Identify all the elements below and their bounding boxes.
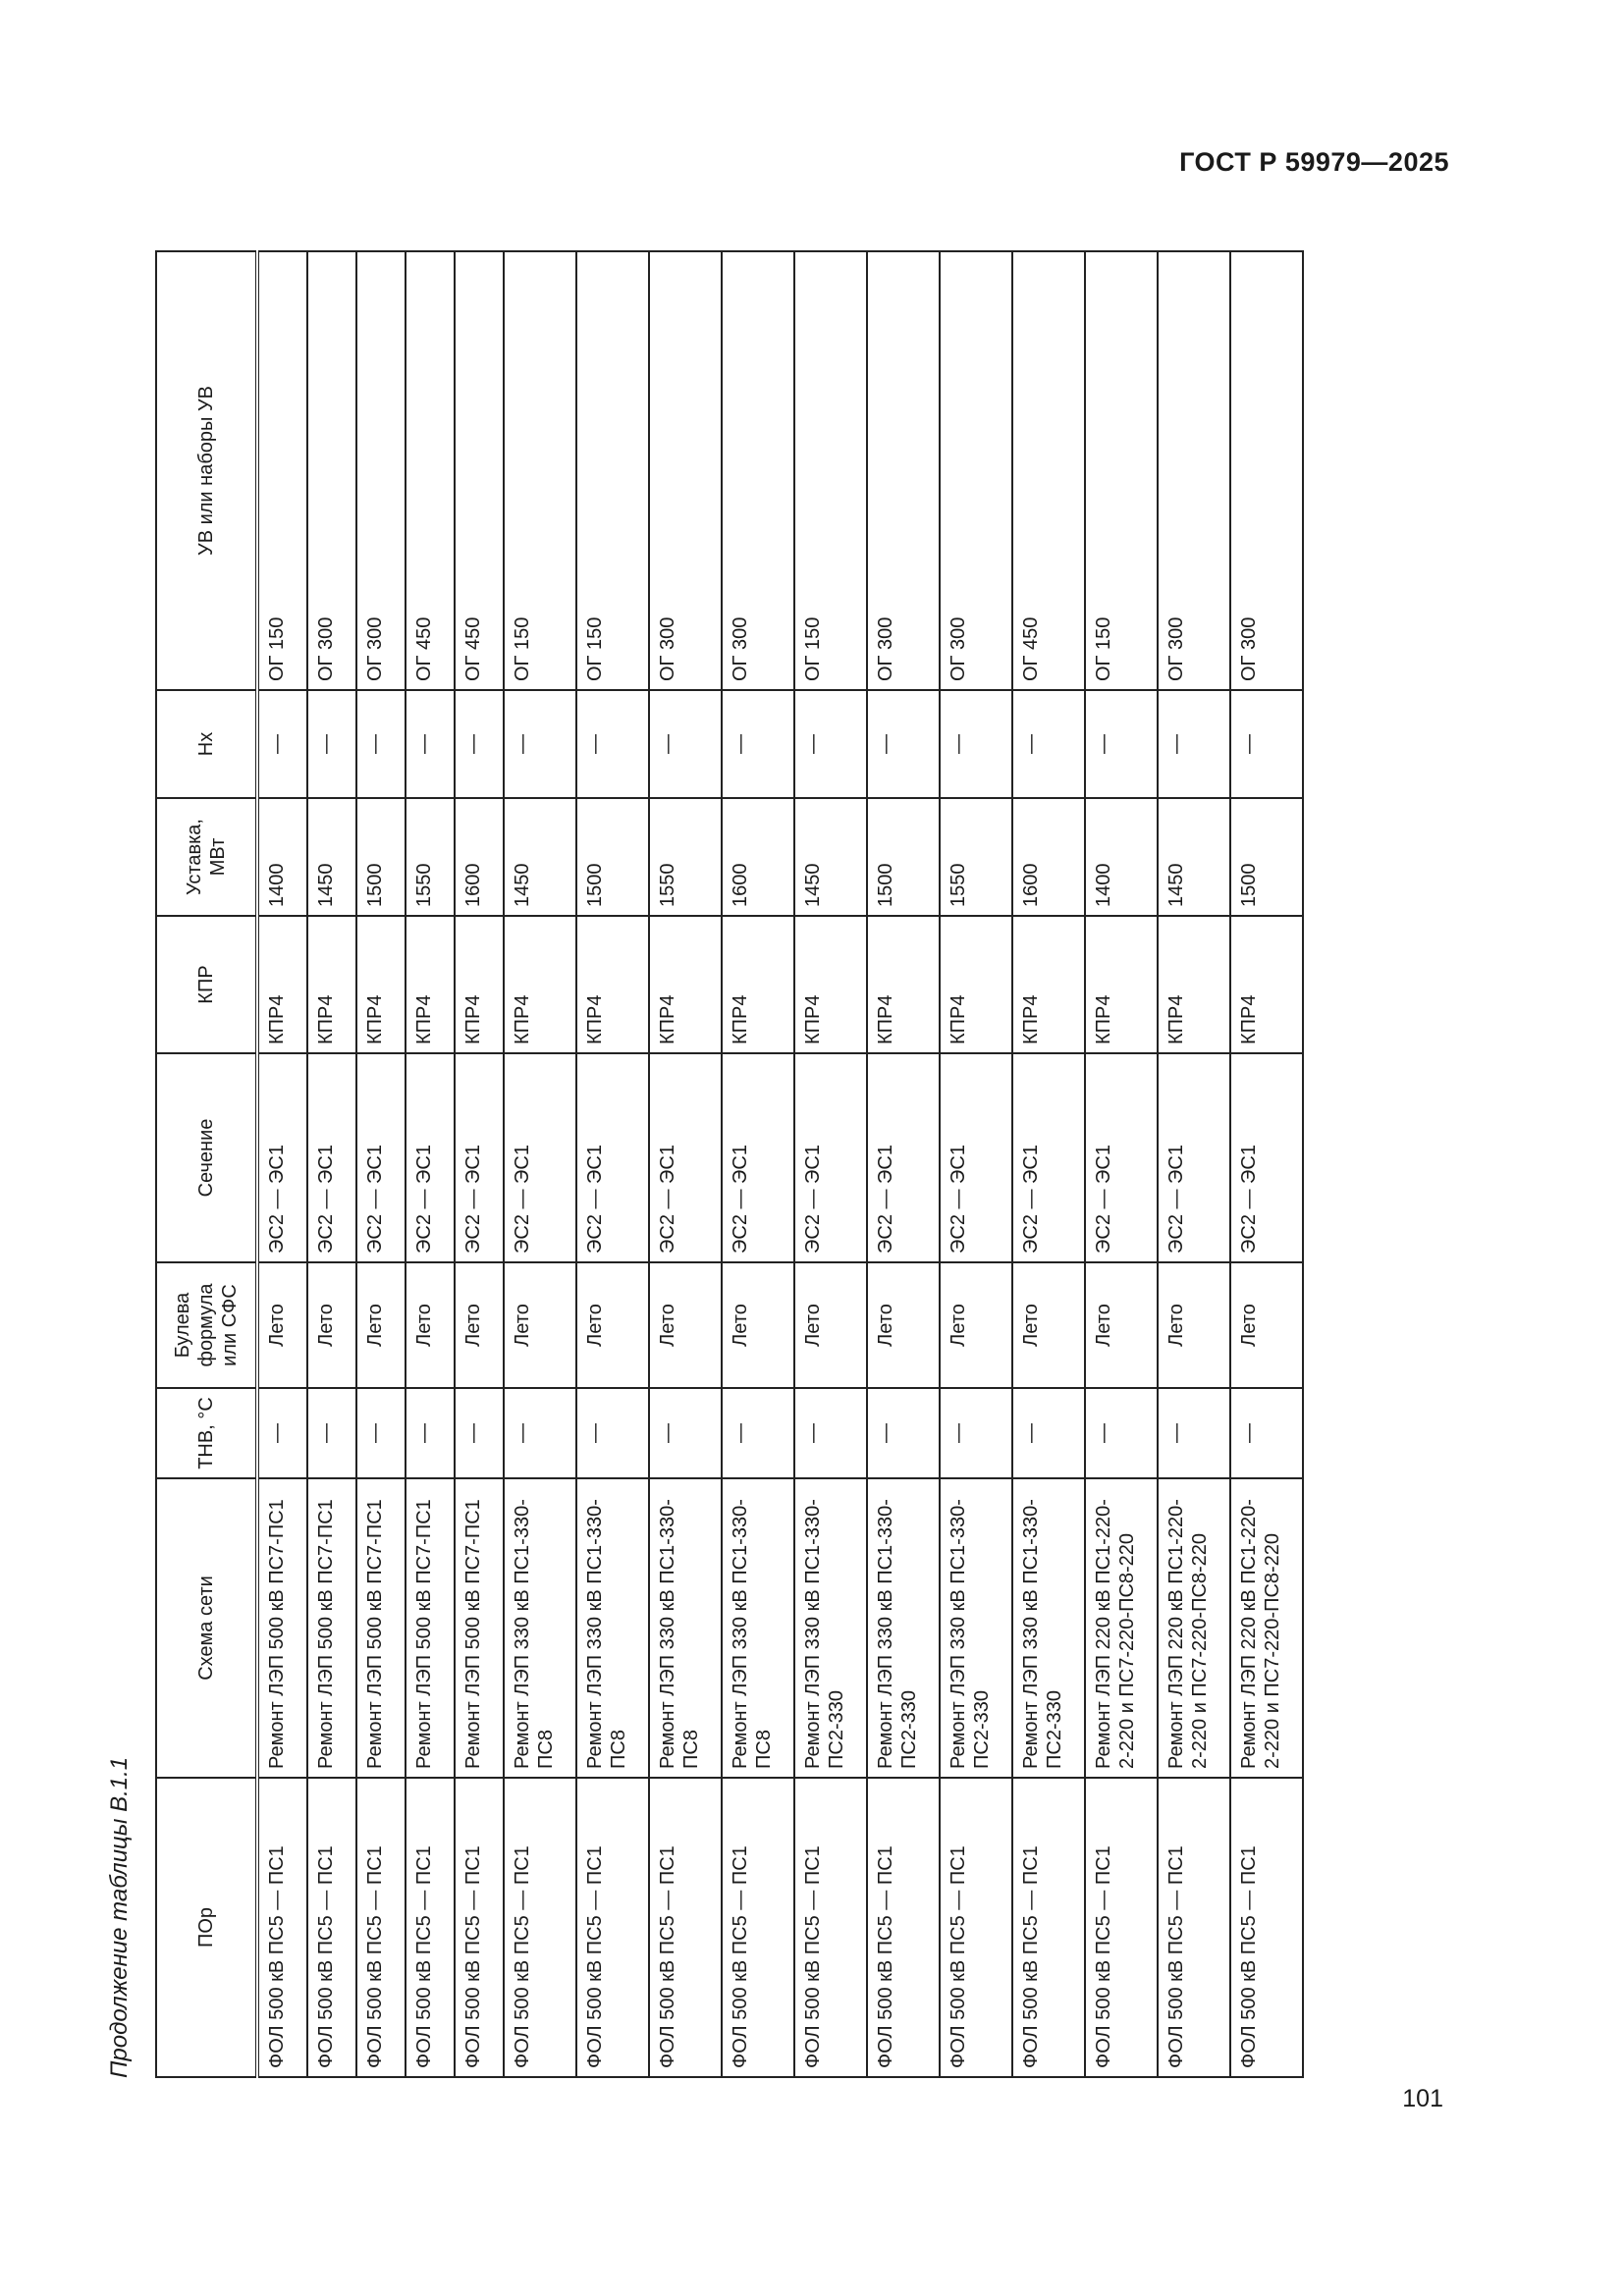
- header-section: Сечение: [156, 1053, 257, 1262]
- cell-scheme: Ремонт ЛЭП 220 кВ ПС1-220-2-220 и ПС7-220-ПС8-220: [1085, 1478, 1158, 1778]
- cell-bool: Лето: [867, 1262, 940, 1388]
- cell-tnv: —: [576, 1388, 649, 1478]
- cell-section: ЭС2 — ЭС1: [576, 1053, 649, 1262]
- cell-tnv: —: [406, 1388, 455, 1478]
- header-scheme: Схема сети: [156, 1478, 257, 1778]
- cell-tnv: —: [649, 1388, 722, 1478]
- cell-nx: —: [576, 690, 649, 798]
- cell-section: ЭС2 — ЭС1: [356, 1053, 406, 1262]
- cell-setpoint: 1500: [867, 798, 940, 916]
- cell-setpoint: 1550: [940, 798, 1012, 916]
- document-code: ГОСТ Р 59979—2025: [1179, 147, 1449, 177]
- cell-tnv: —: [867, 1388, 940, 1478]
- cell-bool: Лето: [722, 1262, 794, 1388]
- cell-bool: Лето: [576, 1262, 649, 1388]
- rotated-table-page: [106, 233, 1373, 2078]
- cell-uv: ОГ 300: [722, 251, 794, 690]
- cell-section: ЭС2 — ЭС1: [940, 1053, 1012, 1262]
- cell-uv: ОГ 450: [1012, 251, 1085, 690]
- cell-kpr: КПР4: [257, 916, 307, 1053]
- cell-section: ЭС2 — ЭС1: [455, 1053, 504, 1262]
- cell-por: ФОЛ 500 кВ ПС5 — ПС1: [504, 1778, 576, 2077]
- cell-kpr: КПР4: [1012, 916, 1085, 1053]
- data-table: [155, 250, 1304, 2078]
- cell-uv: ОГ 450: [455, 251, 504, 690]
- table-row: [576, 251, 649, 2077]
- cell-kpr: КПР4: [794, 916, 867, 1053]
- header-kpr: КПР: [156, 916, 257, 1053]
- cell-setpoint: 1400: [1085, 798, 1158, 916]
- cell-section: ЭС2 — ЭС1: [504, 1053, 576, 1262]
- cell-bool: Лето: [940, 1262, 1012, 1388]
- cell-bool: Лето: [649, 1262, 722, 1388]
- cell-nx: —: [1012, 690, 1085, 798]
- cell-kpr: КПР4: [1230, 916, 1303, 1053]
- cell-por: ФОЛ 500 кВ ПС5 — ПС1: [1012, 1778, 1085, 2077]
- cell-por: ФОЛ 500 кВ ПС5 — ПС1: [257, 1778, 307, 2077]
- cell-tnv: —: [455, 1388, 504, 1478]
- cell-nx: —: [307, 690, 356, 798]
- cell-bool: Лето: [1085, 1262, 1158, 1388]
- cell-bool: Лето: [356, 1262, 406, 1388]
- cell-setpoint: 1600: [1012, 798, 1085, 916]
- cell-uv: ОГ 450: [406, 251, 455, 690]
- cell-section: ЭС2 — ЭС1: [794, 1053, 867, 1262]
- cell-por: ФОЛ 500 кВ ПС5 — ПС1: [576, 1778, 649, 2077]
- cell-kpr: КПР4: [576, 916, 649, 1053]
- cell-scheme: Ремонт ЛЭП 330 кВ ПС1-330-ПС2-330: [867, 1478, 940, 1778]
- cell-nx: —: [722, 690, 794, 798]
- cell-tnv: —: [722, 1388, 794, 1478]
- cell-setpoint: 1500: [1230, 798, 1303, 916]
- cell-scheme: Ремонт ЛЭП 500 кВ ПС7-ПС1: [406, 1478, 455, 1778]
- cell-bool: Лето: [406, 1262, 455, 1388]
- cell-bool: Лето: [307, 1262, 356, 1388]
- cell-tnv: —: [1012, 1388, 1085, 1478]
- cell-por: ФОЛ 500 кВ ПС5 — ПС1: [356, 1778, 406, 2077]
- cell-kpr: КПР4: [867, 916, 940, 1053]
- cell-setpoint: 1400: [257, 798, 307, 916]
- header-por: ПОр: [156, 1778, 257, 2077]
- cell-nx: —: [1230, 690, 1303, 798]
- cell-por: ФОЛ 500 кВ ПС5 — ПС1: [1230, 1778, 1303, 2077]
- cell-uv: ОГ 150: [794, 251, 867, 690]
- cell-bool: Лето: [504, 1262, 576, 1388]
- cell-nx: —: [649, 690, 722, 798]
- table-row: [649, 251, 722, 2077]
- cell-section: ЭС2 — ЭС1: [1230, 1053, 1303, 1262]
- header-bool: Булева формула или СФС: [156, 1262, 257, 1388]
- cell-setpoint: 1450: [504, 798, 576, 916]
- header-setpoint: Уставка, МВт: [156, 798, 257, 916]
- cell-scheme: Ремонт ЛЭП 500 кВ ПС7-ПС1: [307, 1478, 356, 1778]
- cell-nx: —: [940, 690, 1012, 798]
- cell-kpr: КПР4: [1085, 916, 1158, 1053]
- table-row: [356, 251, 406, 2077]
- cell-uv: ОГ 300: [356, 251, 406, 690]
- table-header-row: [156, 251, 257, 2077]
- cell-bool: Лето: [794, 1262, 867, 1388]
- cell-section: ЭС2 — ЭС1: [257, 1053, 307, 1262]
- cell-nx: —: [794, 690, 867, 798]
- cell-uv: ОГ 150: [1085, 251, 1158, 690]
- cell-scheme: Ремонт ЛЭП 500 кВ ПС7-ПС1: [356, 1478, 406, 1778]
- cell-tnv: —: [356, 1388, 406, 1478]
- cell-scheme: Ремонт ЛЭП 220 кВ ПС1-220-2-220 и ПС7-220-ПС8-220: [1230, 1478, 1303, 1778]
- cell-tnv: —: [1230, 1388, 1303, 1478]
- cell-kpr: КПР4: [307, 916, 356, 1053]
- header-tnv: ТНВ, °С: [156, 1388, 257, 1478]
- cell-tnv: —: [307, 1388, 356, 1478]
- cell-scheme: Ремонт ЛЭП 330 кВ ПС1-330-ПС8: [504, 1478, 576, 1778]
- header-uv: УВ или наборы УВ: [156, 251, 257, 690]
- cell-scheme: Ремонт ЛЭП 330 кВ ПС1-330-ПС8: [649, 1478, 722, 1778]
- cell-kpr: КПР4: [940, 916, 1012, 1053]
- cell-por: ФОЛ 500 кВ ПС5 — ПС1: [867, 1778, 940, 2077]
- cell-kpr: КПР4: [1158, 916, 1230, 1053]
- cell-section: ЭС2 — ЭС1: [406, 1053, 455, 1262]
- cell-nx: —: [867, 690, 940, 798]
- table-row: [406, 251, 455, 2077]
- cell-section: ЭС2 — ЭС1: [1158, 1053, 1230, 1262]
- cell-por: ФОЛ 500 кВ ПС5 — ПС1: [1158, 1778, 1230, 2077]
- cell-kpr: КПР4: [455, 916, 504, 1053]
- cell-por: ФОЛ 500 кВ ПС5 — ПС1: [649, 1778, 722, 2077]
- table-row: [455, 251, 504, 2077]
- cell-setpoint: 1450: [307, 798, 356, 916]
- cell-por: ФОЛ 500 кВ ПС5 — ПС1: [722, 1778, 794, 2077]
- cell-scheme: Ремонт ЛЭП 330 кВ ПС1-330-ПС2-330: [794, 1478, 867, 1778]
- cell-section: ЭС2 — ЭС1: [1012, 1053, 1085, 1262]
- cell-nx: —: [1158, 690, 1230, 798]
- cell-por: ФОЛ 500 кВ ПС5 — ПС1: [455, 1778, 504, 2077]
- cell-por: ФОЛ 500 кВ ПС5 — ПС1: [940, 1778, 1012, 2077]
- cell-section: ЭС2 — ЭС1: [1085, 1053, 1158, 1262]
- cell-setpoint: 1500: [356, 798, 406, 916]
- cell-kpr: КПР4: [649, 916, 722, 1053]
- cell-por: ФОЛ 500 кВ ПС5 — ПС1: [794, 1778, 867, 2077]
- cell-kpr: КПР4: [504, 916, 576, 1053]
- cell-uv: ОГ 150: [504, 251, 576, 690]
- page-number: 101: [1402, 2085, 1443, 2112]
- cell-scheme: Ремонт ЛЭП 330 кВ ПС1-330-ПС8: [722, 1478, 794, 1778]
- table-row: [867, 251, 940, 2077]
- cell-section: ЭС2 — ЭС1: [649, 1053, 722, 1262]
- cell-uv: ОГ 150: [257, 251, 307, 690]
- cell-por: ФОЛ 500 кВ ПС5 — ПС1: [406, 1778, 455, 2077]
- cell-tnv: —: [1085, 1388, 1158, 1478]
- cell-uv: ОГ 150: [576, 251, 649, 690]
- table-row: [940, 251, 1012, 2077]
- cell-bool: Лето: [1012, 1262, 1085, 1388]
- cell-kpr: КПР4: [406, 916, 455, 1053]
- cell-scheme: Ремонт ЛЭП 330 кВ ПС1-330-ПС2-330: [940, 1478, 1012, 1778]
- cell-setpoint: 1450: [1158, 798, 1230, 916]
- table-row: [257, 251, 307, 2077]
- cell-uv: ОГ 300: [1158, 251, 1230, 690]
- cell-setpoint: 1450: [794, 798, 867, 916]
- cell-bool: Лето: [1158, 1262, 1230, 1388]
- cell-setpoint: 1550: [406, 798, 455, 916]
- cell-section: ЭС2 — ЭС1: [307, 1053, 356, 1262]
- cell-uv: ОГ 300: [1230, 251, 1303, 690]
- table-row: [1012, 251, 1085, 2077]
- cell-scheme: Ремонт ЛЭП 330 кВ ПС1-330-ПС2-330: [1012, 1478, 1085, 1778]
- cell-bool: Лето: [257, 1262, 307, 1388]
- cell-nx: —: [406, 690, 455, 798]
- cell-nx: —: [455, 690, 504, 798]
- table-row: [1230, 251, 1303, 2077]
- cell-section: ЭС2 — ЭС1: [722, 1053, 794, 1262]
- cell-nx: —: [504, 690, 576, 798]
- cell-scheme: Ремонт ЛЭП 500 кВ ПС7-ПС1: [455, 1478, 504, 1778]
- table-caption: Продолжение таблицы В.1.1: [106, 1756, 133, 2078]
- cell-bool: Лето: [1230, 1262, 1303, 1388]
- cell-uv: ОГ 300: [649, 251, 722, 690]
- cell-tnv: —: [257, 1388, 307, 1478]
- table-row: [1158, 251, 1230, 2077]
- cell-tnv: —: [1158, 1388, 1230, 1478]
- header-nx: Нх: [156, 690, 257, 798]
- cell-kpr: КПР4: [356, 916, 406, 1053]
- cell-setpoint: 1550: [649, 798, 722, 916]
- table-body: [257, 251, 1303, 2077]
- cell-por: ФОЛ 500 кВ ПС5 — ПС1: [307, 1778, 356, 2077]
- table-row: [504, 251, 576, 2077]
- cell-section: ЭС2 — ЭС1: [867, 1053, 940, 1262]
- cell-setpoint: 1600: [722, 798, 794, 916]
- table-row: [307, 251, 356, 2077]
- cell-kpr: КПР4: [722, 916, 794, 1053]
- cell-setpoint: 1500: [576, 798, 649, 916]
- table-row: [722, 251, 794, 2077]
- cell-tnv: —: [504, 1388, 576, 1478]
- cell-scheme: Ремонт ЛЭП 330 кВ ПС1-330-ПС8: [576, 1478, 649, 1778]
- cell-setpoint: 1600: [455, 798, 504, 916]
- cell-tnv: —: [794, 1388, 867, 1478]
- cell-tnv: —: [940, 1388, 1012, 1478]
- table-row: [1085, 251, 1158, 2077]
- cell-nx: —: [257, 690, 307, 798]
- table-row: [794, 251, 867, 2077]
- cell-por: ФОЛ 500 кВ ПС5 — ПС1: [1085, 1778, 1158, 2077]
- cell-scheme: Ремонт ЛЭП 500 кВ ПС7-ПС1: [257, 1478, 307, 1778]
- cell-nx: —: [356, 690, 406, 798]
- cell-nx: —: [1085, 690, 1158, 798]
- cell-scheme: Ремонт ЛЭП 220 кВ ПС1-220-2-220 и ПС7-220-ПС8-220: [1158, 1478, 1230, 1778]
- cell-bool: Лето: [455, 1262, 504, 1388]
- cell-uv: ОГ 300: [307, 251, 356, 690]
- cell-uv: ОГ 300: [867, 251, 940, 690]
- cell-uv: ОГ 300: [940, 251, 1012, 690]
